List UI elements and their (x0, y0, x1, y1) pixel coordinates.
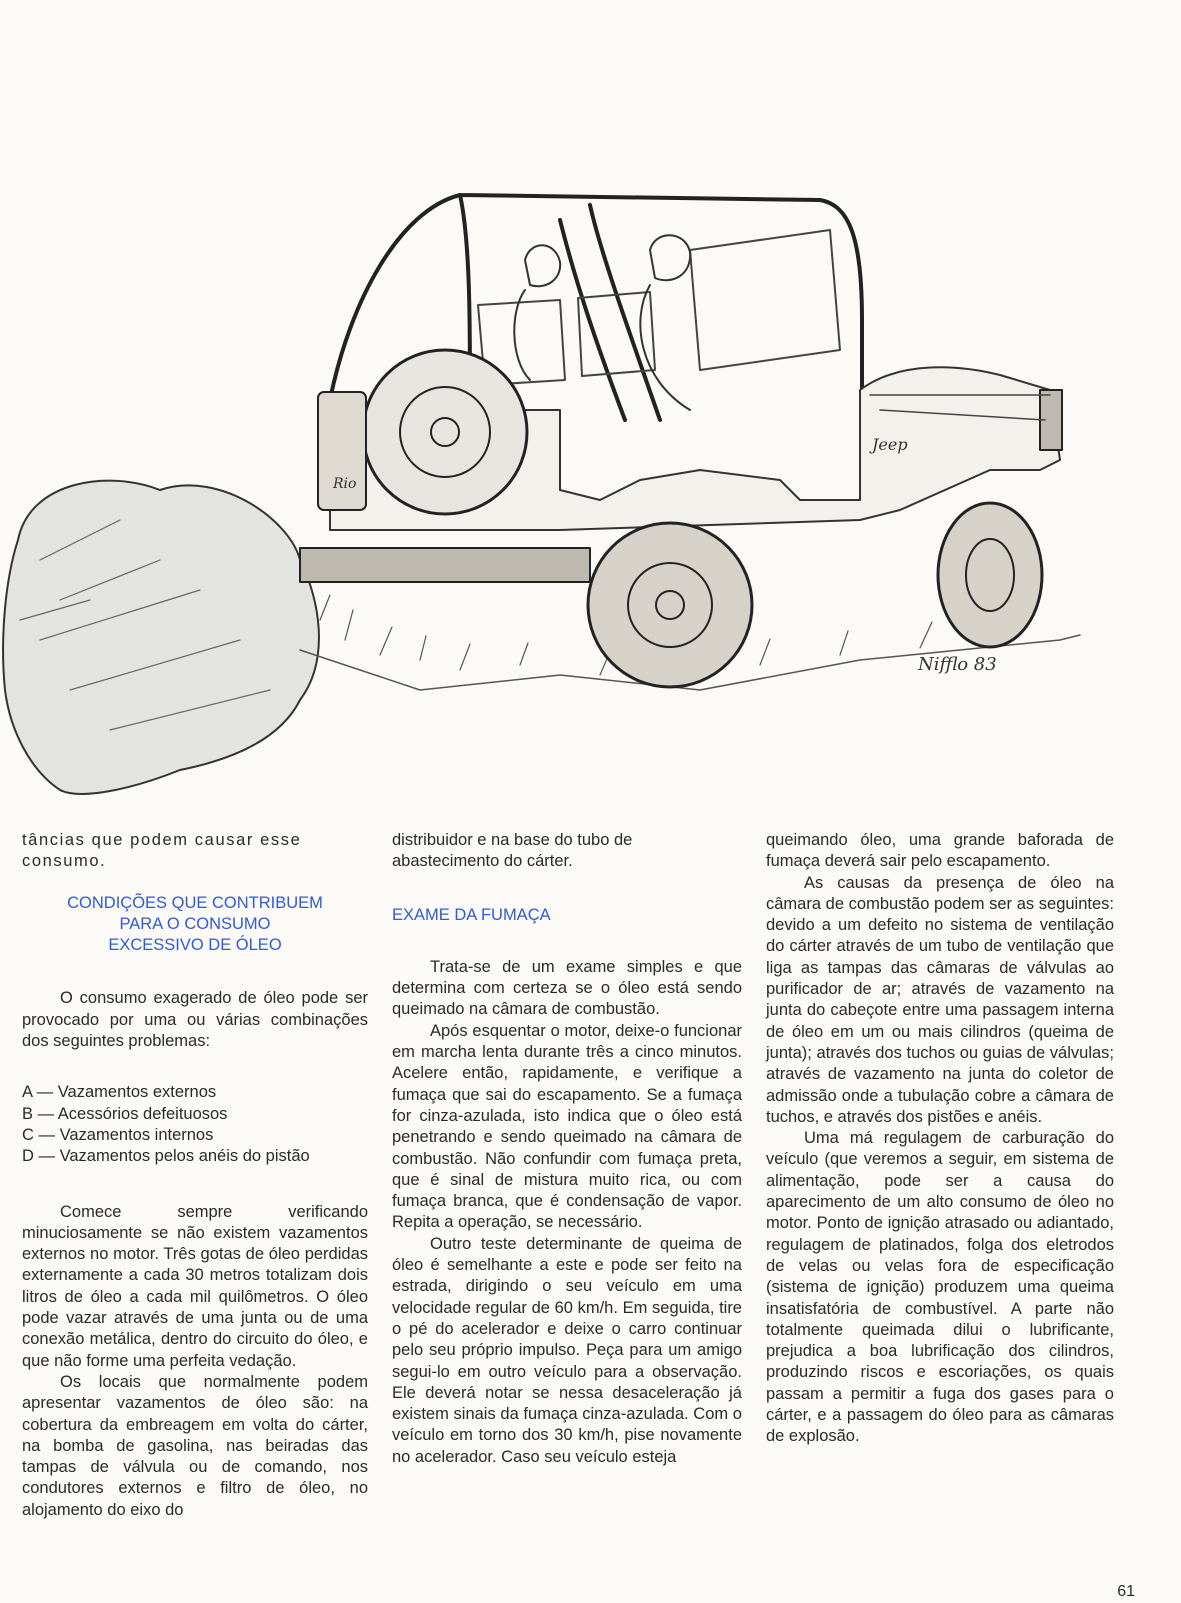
front-wheel (938, 503, 1042, 647)
list-item: B — Acessórios defeituosos (22, 1104, 228, 1123)
page-number: 61 (1117, 1583, 1135, 1600)
continuation-text: tâncias que podem causar esse consumo. (22, 831, 302, 871)
section-heading-conditions: CONDIÇÕES QUE CONTRIBUEM PARA O CONSUMO EXCESSIVO DE ÓLEO (67, 893, 323, 955)
jerry-can (318, 392, 366, 510)
jeep-badge-text: Jeep (872, 435, 908, 454)
continuation-text: queimando óleo, uma grande baforada de fumaça deverá sair pelo escapamento. (766, 831, 1114, 871)
rear-wheel (588, 523, 752, 687)
paragraph: As causas da presença de óleo na câmara de combustão podem ser as seguintes: devido a um defeito no sistema de ventilação do cárter através de um tubo de ventilação que liga as tampas das câmaras de válvulas ao purificador de ar; através de vazamento na junta do cabeçote entre uma passagem interna de óleo em um ou mais cilindros (queima de junta); através dos tuchos ou guias de válvulas; através de vazamento na junta do coletor de admissão onde a tubulação cobre a câmara de tuchos, e através dos pistões e anéis. (766, 873, 1114, 1126)
tire-cover-text: Rio (333, 476, 357, 492)
paragraph: Trata-se de um exame simples e que determina com certeza se o óleo está sendo queimado na câmara de combustão. (392, 957, 742, 1019)
spare-tire (363, 350, 527, 514)
text-column-3 (766, 830, 1114, 1448)
paragraph: Uma má regulagem de carburação do veículo (que veremos a seguir, em sistema de alimentação, pode ser a causa do aparecimento de um alto consumo de óleo no motor. Ponto de ignição atrasado ou adiantado, regulagem de platinados, folga dos eletrodos de velas ou velas fora de especificação (sistema de ignição) produzem uma queima insatisfatória de combustível. A parte não totalmente queimada dilui o lubrificante, prejudica a boa lubrificação dos cilindros, produzindo riscos e escoriações, os quais passam a permitir a fuga dos gases para o cárter, e a passagem do óleo para as câmaras de explosão. (766, 1129, 1114, 1446)
text-column-2 (392, 830, 742, 1468)
seats (478, 292, 655, 385)
windshield (690, 230, 840, 370)
list-item: D — Vazamentos pelos anéis do pistão (22, 1147, 310, 1166)
rear-bumper (300, 548, 590, 582)
paragraph: Outro teste determinante de queima de óleo é semelhante a este e pode ser feito na estrada, dirigindo o seu veículo em uma velocidade regular de 60 km/h. Em seguida, tire o pé do acelerador e deixe o carro continuar pelo seu próprio impulso. Peça para um amigo segui-lo em outro veículo para a observação. Ele deverá notar se nessa desaceleração já existem sinais da fumaça cinza-azulada. Com o veículo em torno dos 30 km/h, pise novamente no acelerador. Caso seu veículo esteja (392, 1234, 742, 1466)
text-column-1 (22, 830, 368, 1521)
continuation-text: distribuidor e na base do tubo de abastecimento do cárter. (392, 831, 633, 871)
artist-signature: Nifflo 83 (918, 654, 997, 675)
paragraph: Após esquentar o motor, deixe-o funcionar em marcha lenta durante três a cinco minutos. Acelere então, rapidamente, e verifique a fumaça que sai do escapamento. Se a fumaça for cinza-azulada, isto indica que o óleo está penetrando e sendo queimado na câmara de combustão. Não confundir com fumaça preta, que é sinal de mistura muito rica, ou com fumaça branca, que é condensação de vapor. Repita a operação, se necessário. (392, 1021, 742, 1232)
paragraph: Os locais que normalmente podem apresentar vazamentos de óleo são: na cobertura da embreagem em volta do cárter, na bomba de gasolina, nas beiradas das tampas de válvula ou de comando, nos condutores externos e filtro de óleo, no alojamento do eixo do (22, 1372, 368, 1519)
section-heading-smoke-exam: EXAME DA FUMAÇA (392, 905, 551, 924)
list-item: A — Vazamentos externos (22, 1083, 217, 1102)
problem-list (22, 1082, 368, 1167)
paragraph: Comece sempre verificando minuciosamente se não existem vazamentos externos no motor. Três gotas de óleo perdidas externamente a cada 30 metros totalizam dois litros de óleo a cada mil quilômetros. O óleo pode vazar através de uma junta ou de uma conexão metálica, dentro do circuito do óleo, e que não forme uma perfeita vedação. (22, 1202, 368, 1370)
list-item: C — Vazamentos internos (22, 1125, 214, 1144)
paragraph: O consumo exagerado de óleo pode ser provocado por uma ou várias combinações dos seguintes problemas: (22, 989, 368, 1051)
driver-figure (514, 245, 560, 380)
